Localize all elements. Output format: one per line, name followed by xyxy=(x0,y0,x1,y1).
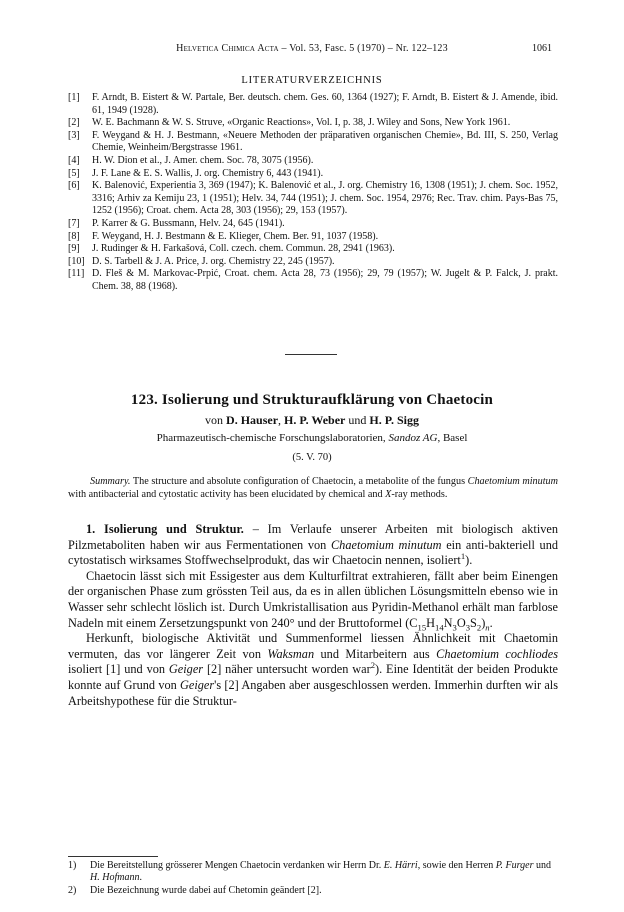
reference-number: [3] xyxy=(68,129,80,141)
article-title: 123. Isolierung und Strukturaufklärung von Chaetocin xyxy=(130,392,494,408)
footnote-ref[interactable]: 1 xyxy=(460,551,466,562)
footnote-2 xyxy=(68,885,558,897)
reference-number: [2] xyxy=(68,117,80,129)
person-name: Waksman xyxy=(267,646,315,661)
reference-item xyxy=(68,268,558,293)
species-name: Chaetomium minutum xyxy=(467,476,558,487)
reference-text: P. Karrer & G. Bussmann, Helv. 24, 645 (1941). xyxy=(92,217,285,229)
reference-text: F. Weygand, H. J. Bestmann & E. Klieger, Chem. Ber. 91, 1037 (1958). xyxy=(92,230,379,242)
formula-element: H xyxy=(426,615,436,630)
footnote-text: , sowie den Herren xyxy=(417,860,496,871)
formula-element: O xyxy=(456,615,466,630)
reference-item xyxy=(68,168,558,181)
reference-number: [9] xyxy=(68,243,80,255)
reference-number: [4] xyxy=(68,154,80,166)
paragraph xyxy=(68,569,558,631)
formula-subscript: 2 xyxy=(476,622,482,633)
reference-text: J. Rudinger & H. Farkašová, Coll. czech. chem. Commun. 28, 2941 (1963). xyxy=(92,243,395,255)
formula-subscript: n xyxy=(485,622,490,633)
reference-number: [5] xyxy=(68,167,80,179)
person-name: H. Hofmann xyxy=(90,872,140,884)
formula-element: N xyxy=(443,615,453,630)
footnote-mark: 2) xyxy=(68,884,77,896)
footnote-rule xyxy=(68,856,158,857)
footnote-text: Die Bereitstellung grösserer Mengen Chaetocin verdanken wir Herrn Dr. xyxy=(90,860,384,871)
byline-sep: , xyxy=(278,413,285,427)
paragraph xyxy=(68,522,558,569)
affiliation-text: Pharmazeutisch-chemische Forschungslaboratorien, xyxy=(156,432,389,444)
author-weber: H. P. Weber xyxy=(284,413,346,427)
reference-item xyxy=(68,130,558,155)
affiliation-company: Sandoz AG xyxy=(388,432,438,444)
reference-text: F. Arndt, B. Eistert & W. Partale, Ber. deutsch. chem. Ges. 60, 1364 (1927); F. Arndt, B. Eistert & J. Amende, ibid. 61, 1949 (1928). xyxy=(92,92,558,116)
reference-item xyxy=(68,231,558,244)
summary-x: X xyxy=(385,488,392,500)
footnote-mark: 1) xyxy=(68,860,77,871)
species-name: Chaetomium minutum xyxy=(330,537,442,552)
reference-number: [6] xyxy=(68,180,80,192)
reference-text: W. E. Bachmann & W. S. Struve, «Organic Reactions», Vol. I, p. 38, J. Wiley and Sons, New York 1961. xyxy=(92,117,511,129)
author-hauser: D. Hauser xyxy=(226,413,279,427)
body-text: . xyxy=(489,615,493,630)
reference-text: F. Weygand & H. J. Bestmann, «Neuere Methoden der präparativen organischen Chemie», Bd. III, S. 250, Verlag Chemie, Weinheim/Bergstrasse 1961. xyxy=(92,129,558,154)
body-text: ). xyxy=(465,553,473,568)
reference-item xyxy=(68,155,558,168)
body-text: [2] näher untersucht worden war xyxy=(203,662,371,677)
formula-subscript: 3 xyxy=(452,622,457,633)
author-sigg: H. P. Sigg xyxy=(369,413,419,427)
reference-item xyxy=(68,180,558,218)
section-heading: 1. Isolierung und Struktur. xyxy=(86,522,244,536)
footnote-ref[interactable]: 2 xyxy=(370,660,375,671)
body-text: Herkunft, biologische Aktivität und Summenformel liessen Ähnlichkeit mit Chaetomin vermuten, das vor längerer Zeit von xyxy=(68,631,558,661)
summary-text: -ray methods. xyxy=(391,488,448,500)
reference-number: [1] xyxy=(68,92,80,103)
body-text: und Mitarbeitern aus xyxy=(314,646,437,661)
body-text: ). Eine Identität der beiden Produkte konnte auf Grund von xyxy=(68,662,558,692)
summary-text: with antibacterial and cytostatic activity has been elucidated by chemical and xyxy=(68,488,386,500)
footnotes xyxy=(68,860,558,897)
footnote-text: und xyxy=(533,860,552,871)
summary-text: The structure and absolute configuration of Chaetocin, a metabolite of the fungus xyxy=(130,476,468,487)
reference-text: K. Balenović, Experientia 3, 369 (1947); K. Balenović et al., J. org. Chemistry 16, 1308 (1951); J. chem. Soc. 1952, 3316; Arhiv za Kemiju 23, 1 (1951); Helv. 34, 744 (1951); J. chem. Soc. 1954, 2976; Rec. Trav. chim. Pays-Bas 75, 1252 (1956); Croat. chem. Acta 28, 303 (1956); 29, 153 (1957). xyxy=(92,180,558,217)
footnote-1 xyxy=(68,860,558,885)
reference-number: [11] xyxy=(68,268,85,280)
body-text: 's [2] Angaben aber ausgeschlossen werden. Immerhin durften wir als Arbeitshypothese für die Struktur- xyxy=(68,677,559,708)
footnote-text: . xyxy=(139,872,142,884)
reference-text: D. S. Tarbell & J. A. Price, J. org. Chemistry 22, 245 (1957). xyxy=(92,255,335,267)
running-header xyxy=(0,43,624,57)
reference-number: [8] xyxy=(68,230,80,242)
section-divider xyxy=(285,354,337,355)
byline xyxy=(0,413,624,428)
footnote-text: Die Bezeichnung wurde dabei auf Chetomin geändert [2]. xyxy=(90,884,322,896)
body-text: ein anti-bakteriell und cytostatisch wirksames Stoffwechselprodukt, das wir Chaetocin nennen, isoliert xyxy=(68,537,558,568)
formula-element: ) xyxy=(481,615,486,630)
page-number: 1061 xyxy=(532,43,552,54)
affiliation xyxy=(0,432,624,444)
article-body xyxy=(68,522,558,709)
reference-item xyxy=(68,117,558,130)
reference-item xyxy=(68,243,558,256)
person-name: Geiger xyxy=(168,662,204,677)
body-text: – Im Verlaufe unserer Arbeiten mit biologisch aktiven Pilzmetaboliten haben wir aus Fermentationen von xyxy=(68,522,558,552)
person-name: Geiger xyxy=(180,677,215,692)
species-name: Chaetomium cochliodes xyxy=(436,646,558,661)
reference-text: H. W. Dion et al., J. Amer. chem. Soc. 78, 3075 (1956). xyxy=(92,154,314,166)
running-title xyxy=(0,43,624,54)
reference-text: J. F. Lane & E. S. Wallis, J. org. Chemistry 6, 443 (1941). xyxy=(92,167,324,179)
journal-issue: – Vol. 53, Fasc. 5 (1970) – Nr. 122–123 xyxy=(278,43,448,54)
references-list xyxy=(68,92,558,294)
reference-item xyxy=(68,218,558,231)
summary-label: Summary. xyxy=(90,476,131,487)
formula-element: S xyxy=(470,615,477,630)
references-heading: LITERATURVERZEICHNIS xyxy=(241,75,383,86)
affiliation-city: , Basel xyxy=(437,432,468,444)
reference-text: D. Fleš & M. Markovac-Prpić, Croat. chem. Acta 28, 73 (1956); 29, 79 (1957); W. Jugelt & P. Falck, J. prakt. Chem. 38, 88 (1968). xyxy=(92,268,558,292)
person-name: E. Härri xyxy=(383,860,418,871)
summary xyxy=(68,476,558,502)
reference-item xyxy=(68,256,558,269)
byline-prefix: von xyxy=(205,413,227,427)
formula-subscript: 14 xyxy=(435,622,444,633)
body-text: isoliert [1] und von xyxy=(68,662,169,677)
reference-number: [10] xyxy=(68,255,85,267)
reference-item xyxy=(68,92,558,117)
byline-sep: und xyxy=(345,413,370,427)
paragraph xyxy=(68,631,558,709)
received-date: (5. V. 70) xyxy=(292,452,332,463)
formula-subscript: 3 xyxy=(465,622,471,633)
reference-number: [7] xyxy=(68,217,80,229)
body-text: Chaetocin lässt sich mit Essigester aus dem Kulturfiltrat extrahieren, fällt aber beim Einengen der organischen Phase zum grössten Teil aus, da es in allen üblichen Lösungsmitteln ebenso wie in Wasser sehr schlecht löslich ist. Durch Umkristallisation aus Pyridin-Methanol erhält man farblose Nadeln mit einem Zersetzungspunkt von 240° und der Bruttoformel (C xyxy=(68,568,558,630)
person-name: P. Furger xyxy=(495,860,534,871)
formula-subscript: 15 xyxy=(417,622,427,633)
journal-name: Helvetica Chimica Acta xyxy=(176,43,279,54)
